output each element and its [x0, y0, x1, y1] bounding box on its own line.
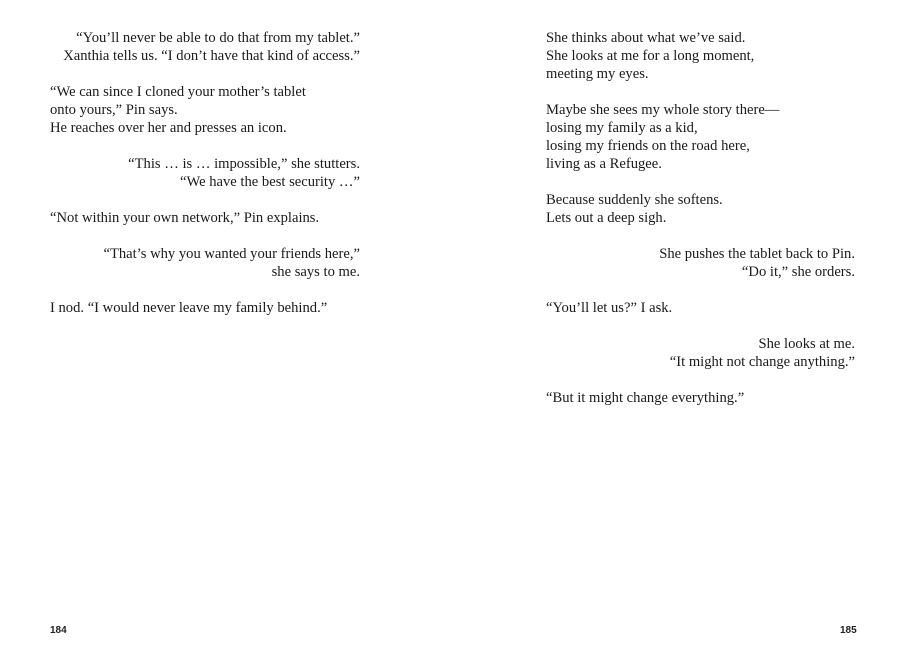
- text-line: meeting my eyes.: [546, 66, 649, 82]
- stanza: [50, 245, 360, 281]
- text-line: living as a Refugee.: [546, 156, 662, 172]
- page-number-left: 184: [50, 625, 67, 636]
- stanza: [546, 245, 855, 281]
- text-line: “We have the best security …”: [180, 174, 360, 190]
- text-line: “Do it,” she orders.: [741, 264, 855, 280]
- stanza: [50, 209, 360, 227]
- stanza: [546, 389, 855, 407]
- stanza: [546, 335, 855, 371]
- text-line: She pushes the tablet back to Pin.: [659, 246, 855, 262]
- text-line: She looks at me for a long moment,: [546, 48, 755, 64]
- text-line: she says to me.: [271, 264, 360, 280]
- stanza: [546, 299, 855, 317]
- text-line: losing my friends on the road here,: [546, 138, 750, 154]
- text-line: He reaches over her and presses an icon.: [50, 120, 287, 136]
- right-page: [450, 0, 900, 665]
- page-number-right: 185: [840, 625, 857, 636]
- text-line: “We can since I cloned your mother’s tablet: [50, 84, 306, 100]
- text-line: losing my family as a kid,: [546, 120, 698, 136]
- text-line: Maybe she sees my whole story there—: [546, 102, 780, 118]
- text-line: She thinks about what we’ve said.: [546, 30, 746, 46]
- stanza: [546, 101, 855, 173]
- stanza: [546, 29, 855, 83]
- text-line: Because suddenly she softens.: [546, 192, 723, 208]
- text-line: She looks at me.: [758, 336, 855, 352]
- stanza: [50, 155, 360, 191]
- left-page-text: [50, 29, 360, 335]
- text-line: I nod. “I would never leave my family behind.”: [50, 300, 328, 316]
- text-line: “This … is … impossible,” she stutters.: [128, 156, 360, 172]
- stanza: [50, 29, 360, 65]
- text-line: “It might not change anything.”: [669, 354, 855, 370]
- text-line: “That’s why you wanted your friends here,”: [103, 246, 360, 262]
- text-line: “You’ll let us?” I ask.: [546, 300, 673, 316]
- text-line: “You’ll never be able to do that from my tablet.”: [76, 30, 360, 46]
- text-line: Lets out a deep sigh.: [546, 210, 667, 226]
- text-line: “But it might change everything.”: [546, 390, 745, 406]
- text-line: Xanthia tells us. “I don’t have that kind of access.”: [63, 48, 360, 64]
- stanza: [546, 191, 855, 227]
- text-line: onto yours,” Pin says.: [50, 102, 178, 118]
- stanza: [50, 83, 360, 137]
- text-line: “Not within your own network,” Pin explains.: [50, 210, 320, 226]
- right-page-text: [546, 29, 855, 425]
- stanza: [50, 299, 360, 317]
